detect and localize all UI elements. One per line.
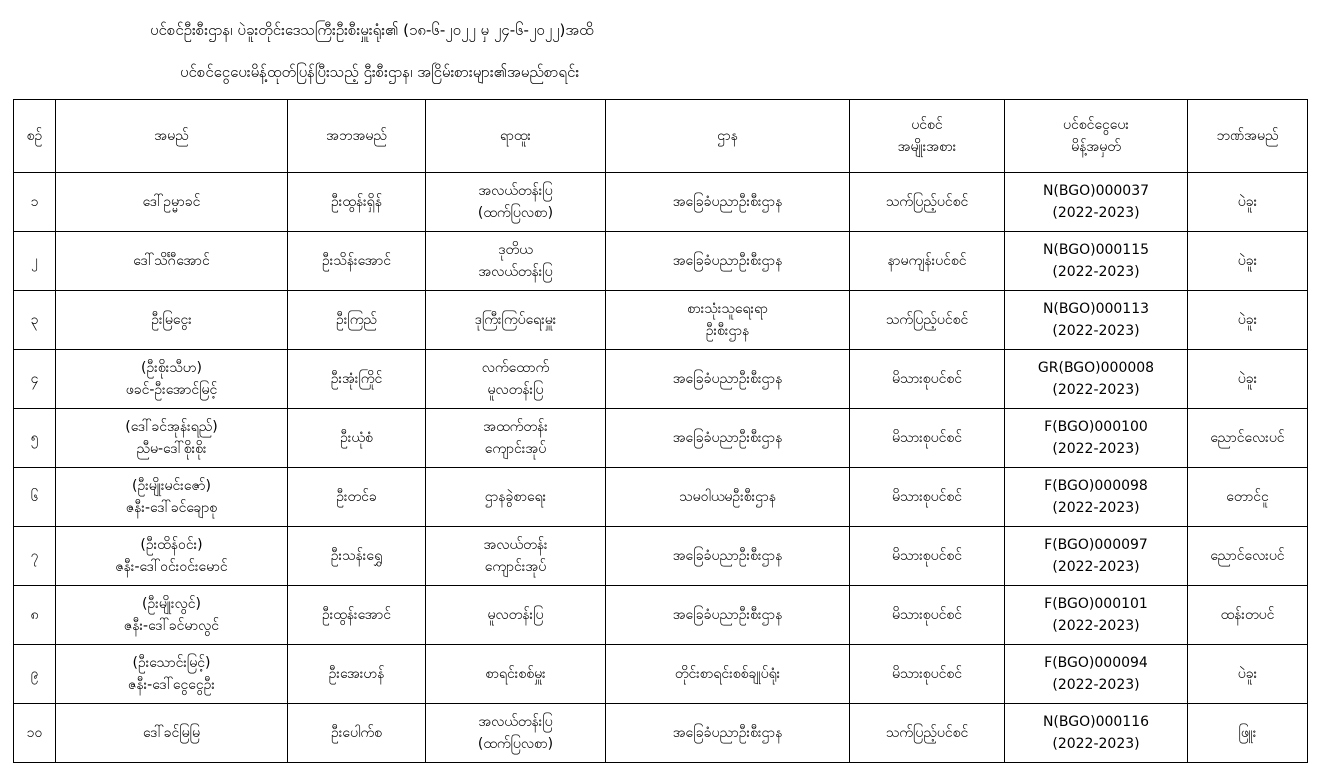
cell-name-line-1: (ဒေါ်ခင်အုန်းရည်) — [125, 419, 218, 435]
cell-serial — [14, 291, 56, 350]
header-row — [14, 100, 1308, 173]
cell-rank — [426, 645, 606, 704]
table-row — [14, 704, 1308, 763]
header-bank-label: ဘဏ်အမည် — [1216, 128, 1279, 144]
cell-serial-text: ၄ — [30, 371, 39, 387]
cell-rank-line-1: ဌာနခွဲစာရေး — [484, 489, 547, 505]
cell-bank-text: ပဲခူး — [1237, 253, 1258, 269]
cell-department — [606, 468, 850, 527]
cell-name-line-2: ဇနီး-ဒေါ်ခင်မာလွင် — [123, 618, 220, 634]
table-row — [14, 350, 1308, 409]
cell-rank-line-1: စာရင်းစစ်မှူး — [485, 666, 546, 682]
cell-father-name-text: ဦးတင်ခ — [336, 489, 377, 505]
cell-pension-type — [850, 527, 1005, 586]
cell-order-number-line-2: (2022-2023) — [1052, 736, 1140, 752]
cell-name-line-2: ဇနီး-ဒေါ်ခင်ချောစု — [125, 500, 218, 516]
cell-department — [606, 409, 850, 468]
cell-serial-text: ၆ — [30, 489, 39, 505]
cell-father-name-text: ဦးသန်းရွှေ — [330, 548, 383, 564]
cell-pension-type — [850, 173, 1005, 232]
cell-bank — [1188, 232, 1308, 291]
cell-bank-text: ဖြူး — [1238, 725, 1257, 741]
cell-pension-type-text: သက်ပြည့်ပင်စင် — [885, 194, 969, 210]
cell-bank — [1188, 704, 1308, 763]
cell-department-line-1: အခြေခံပညာဦးစီးဌာန — [672, 725, 783, 741]
cell-department — [606, 704, 850, 763]
cell-serial-text: ၉ — [30, 666, 39, 682]
cell-order-number — [1005, 232, 1188, 291]
header-pension-type-line-2: အမျိုးအစား — [897, 139, 957, 155]
cell-rank-line-2: (ထက်ပြလစာ) — [477, 205, 554, 221]
cell-bank — [1188, 409, 1308, 468]
cell-pension-type-text: မိသားစုပင်စင် — [891, 666, 963, 682]
cell-pension-type — [850, 586, 1005, 645]
header-serial-label: စဉ် — [26, 128, 43, 144]
cell-department-line-1: အခြေခံပညာဦးစီးဌာန — [672, 548, 783, 564]
header-bank — [1188, 100, 1308, 173]
cell-father-name-text: ဦးအေးဟန် — [328, 666, 385, 682]
cell-pension-type — [850, 645, 1005, 704]
cell-order-number-line-1: GR(BGO)000008 — [1037, 360, 1155, 376]
cell-bank — [1188, 645, 1308, 704]
cell-bank — [1188, 173, 1308, 232]
cell-rank-line-2: (ထက်ပြလစာ) — [477, 736, 554, 752]
cell-order-number — [1005, 350, 1188, 409]
cell-bank-text: ထန်းတပင် — [1220, 607, 1275, 623]
cell-pension-type-text: မိသားစုပင်စင် — [891, 607, 963, 623]
pensioner-table — [13, 99, 1308, 763]
cell-name — [56, 527, 288, 586]
cell-order-number — [1005, 468, 1188, 527]
cell-bank — [1188, 527, 1308, 586]
cell-serial-text: ၃ — [30, 312, 39, 328]
cell-pension-type-text: သက်ပြည့်ပင်စင် — [885, 725, 969, 741]
cell-name — [56, 232, 288, 291]
cell-rank — [426, 468, 606, 527]
cell-father-name — [288, 704, 426, 763]
cell-name-line-1: ဒေါ်ဥမ္မာခင် — [142, 194, 201, 210]
cell-name-line-1: (ဦးစိုးသီဟ) — [141, 360, 202, 376]
cell-order-number-line-1: F(BGO)000098 — [1044, 478, 1148, 494]
cell-department — [606, 527, 850, 586]
cell-order-number-line-2: (2022-2023) — [1052, 205, 1140, 221]
cell-rank-line-1: ဒုကြီးကြပ်ရေးမှူး — [474, 312, 557, 328]
cell-name — [56, 468, 288, 527]
cell-bank-text: ပဲခူး — [1237, 194, 1258, 210]
cell-order-number-line-2: (2022-2023) — [1052, 441, 1140, 457]
header-name-label: အမည် — [154, 128, 189, 144]
cell-bank-text: ပဲခူး — [1237, 666, 1258, 682]
cell-father-name — [288, 173, 426, 232]
cell-bank-text: ပဲခူး — [1237, 371, 1258, 387]
cell-serial — [14, 232, 56, 291]
cell-rank-line-2: မူလတန်းပြ — [487, 382, 544, 398]
header-father-name-label: အဘအမည် — [326, 128, 387, 144]
cell-father-name — [288, 409, 426, 468]
cell-pension-type-text: မိသားစုပင်စင် — [891, 489, 963, 505]
cell-order-number — [1005, 173, 1188, 232]
table-row — [14, 586, 1308, 645]
cell-rank-line-2: ကျောင်းအုပ် — [484, 441, 547, 457]
cell-department — [606, 232, 850, 291]
header-order-number-line-2: မိန့်အမှတ် — [1071, 139, 1121, 155]
cell-serial-text: ၁ — [30, 194, 39, 210]
cell-order-number — [1005, 409, 1188, 468]
cell-bank-text: တောင်ငူ — [1226, 489, 1269, 505]
cell-rank-line-1: အလယ်တန်း — [483, 537, 548, 553]
header-rank-label: ရာထူး — [500, 128, 531, 144]
cell-rank-line-2: အလယ်တန်းပြ — [478, 264, 553, 280]
cell-order-number-line-2: (2022-2023) — [1052, 618, 1140, 634]
cell-order-number-line-2: (2022-2023) — [1052, 264, 1140, 280]
cell-serial — [14, 645, 56, 704]
cell-pension-type-text: မိသားစုပင်စင် — [891, 371, 963, 387]
cell-rank-line-1: အလယ်တန်းပြ — [478, 714, 553, 730]
cell-order-number — [1005, 586, 1188, 645]
cell-order-number-line-1: F(BGO)000097 — [1044, 537, 1148, 553]
cell-order-number-line-1: N(BGO)000113 — [1042, 301, 1150, 317]
header-department — [606, 100, 850, 173]
cell-name-line-1: (ဦးထိန်ဝင်း) — [140, 537, 203, 553]
cell-serial — [14, 173, 56, 232]
cell-serial-text: ၁၀ — [26, 725, 43, 741]
cell-serial — [14, 586, 56, 645]
cell-father-name — [288, 527, 426, 586]
table-row — [14, 173, 1308, 232]
cell-father-name-text: ဦးထွန်းအောင် — [321, 607, 392, 623]
header-pension-type — [850, 100, 1005, 173]
cell-department-line-2: ဦးစီးဌာန — [705, 323, 750, 339]
header-order-number — [1005, 100, 1188, 173]
cell-serial — [14, 350, 56, 409]
cell-rank — [426, 409, 606, 468]
cell-name — [56, 704, 288, 763]
cell-name — [56, 586, 288, 645]
cell-pension-type-text: သက်ပြည့်ပင်စင် — [885, 312, 969, 328]
cell-name-line-1: (ဦးမျိုးလွင်) — [142, 596, 201, 612]
table-row — [14, 232, 1308, 291]
cell-rank — [426, 232, 606, 291]
cell-father-name-text: ဦးအုံးကြိုင် — [330, 371, 383, 387]
cell-pension-type-text: မိသားစုပင်စင် — [891, 548, 963, 564]
cell-department-line-1: အခြေခံပညာဦးစီးဌာန — [672, 607, 783, 623]
cell-rank-line-1: အထက်တန်း — [483, 419, 548, 435]
cell-serial-text: ၅ — [30, 430, 39, 446]
cell-name — [56, 645, 288, 704]
cell-rank — [426, 291, 606, 350]
cell-pension-type — [850, 409, 1005, 468]
cell-rank — [426, 350, 606, 409]
cell-order-number-line-2: (2022-2023) — [1052, 559, 1140, 575]
cell-order-number-line-2: (2022-2023) — [1052, 500, 1140, 516]
cell-pension-type — [850, 291, 1005, 350]
cell-department-line-1: သမဝါယမဦးစီးဌာန — [679, 489, 776, 505]
cell-pension-type-text: မိသားစုပင်စင် — [891, 430, 963, 446]
cell-order-number-line-1: N(BGO)000116 — [1042, 714, 1150, 730]
header-rank — [426, 100, 606, 173]
table-row — [14, 468, 1308, 527]
cell-pension-type — [850, 350, 1005, 409]
cell-rank-line-1: မူလတန်းပြ — [487, 607, 544, 623]
cell-father-name-text: ဦးသိန်းအောင် — [321, 253, 392, 269]
table-body — [14, 173, 1308, 763]
cell-order-number-line-2: (2022-2023) — [1052, 382, 1140, 398]
header-pension-type-line-1: ပင်စင် — [911, 117, 943, 133]
cell-department-line-1: အခြေခံပညာဦးစီးဌာန — [672, 253, 783, 269]
cell-order-number-line-2: (2022-2023) — [1052, 323, 1140, 339]
cell-name — [56, 173, 288, 232]
cell-father-name — [288, 291, 426, 350]
cell-department — [606, 586, 850, 645]
cell-serial — [14, 468, 56, 527]
cell-department-line-1: တိုင်းစာရင်းစစ်ချုပ်ရုံး — [674, 666, 781, 682]
table-row — [14, 409, 1308, 468]
cell-bank — [1188, 586, 1308, 645]
cell-bank — [1188, 350, 1308, 409]
cell-father-name — [288, 645, 426, 704]
cell-father-name-text: ဦးပေါက်စ — [331, 725, 382, 741]
cell-bank-text: ညောင်လေးပင် — [1210, 430, 1285, 446]
cell-rank-line-1: အလယ်တန်းပြ — [478, 183, 553, 199]
cell-name — [56, 291, 288, 350]
cell-department-line-1: အခြေခံပညာဦးစီးဌာန — [672, 194, 783, 210]
cell-father-name-text: ဦးထွန်းရှိန် — [331, 194, 382, 210]
cell-name-line-2: ဇနီး-ဒေါ်ဝင်းဝင်းမောင် — [115, 559, 228, 575]
cell-bank — [1188, 468, 1308, 527]
header-father-name — [288, 100, 426, 173]
cell-department-line-1: စားသုံးသူရေးရာ — [687, 301, 768, 317]
cell-rank — [426, 704, 606, 763]
cell-order-number-line-1: F(BGO)000100 — [1044, 419, 1148, 435]
cell-rank — [426, 173, 606, 232]
cell-name-line-2: ဇနီး-ဒေါ်ငွေငွေဦး — [128, 677, 215, 693]
cell-serial — [14, 409, 56, 468]
cell-pension-type — [850, 704, 1005, 763]
table-row — [14, 645, 1308, 704]
cell-bank-text: ပဲခူး — [1237, 312, 1258, 328]
cell-serial — [14, 704, 56, 763]
cell-order-number-line-1: F(BGO)000101 — [1044, 596, 1148, 612]
cell-order-number — [1005, 645, 1188, 704]
cell-department — [606, 173, 850, 232]
cell-father-name — [288, 468, 426, 527]
cell-serial-text: ၈ — [30, 607, 39, 623]
document-title-line-2: ပင်စင်ငွေပေးမိန့်ထုတ်ပြန်ပြီးသည့် ဌီးစီးဌာန၊ အငြိမ်းစားများ၏အမည်စာရင်း — [180, 63, 580, 81]
cell-serial-text: ၂ — [31, 253, 38, 269]
cell-father-name-text: ဦးယုံစံ — [340, 430, 373, 446]
cell-rank — [426, 586, 606, 645]
cell-name — [56, 409, 288, 468]
cell-bank — [1188, 291, 1308, 350]
cell-rank-line-1: လက်ထောက် — [481, 360, 550, 376]
cell-department-line-1: အခြေခံပညာဦးစီးဌာန — [672, 371, 783, 387]
cell-serial-text: ၇ — [30, 548, 39, 564]
cell-order-number — [1005, 527, 1188, 586]
cell-order-number-line-1: F(BGO)000094 — [1044, 655, 1148, 671]
cell-order-number — [1005, 704, 1188, 763]
cell-name — [56, 350, 288, 409]
cell-rank — [426, 527, 606, 586]
cell-department — [606, 350, 850, 409]
cell-department — [606, 291, 850, 350]
cell-order-number-line-2: (2022-2023) — [1052, 677, 1140, 693]
cell-department — [606, 645, 850, 704]
cell-name-line-1: ဒေါ်ခင်မြမြ — [142, 725, 200, 741]
table-row — [14, 291, 1308, 350]
cell-order-number-line-1: N(BGO)000115 — [1042, 242, 1150, 258]
cell-serial — [14, 527, 56, 586]
cell-order-number — [1005, 291, 1188, 350]
cell-name-line-2: ညီမ-ဒေါ်စိုးစိုး — [136, 441, 207, 457]
cell-rank-line-2: ကျောင်းအုပ် — [484, 559, 547, 575]
cell-order-number-line-1: N(BGO)000037 — [1042, 183, 1150, 199]
header-order-number-line-1: ပင်စင်ငွေပေး — [1063, 117, 1129, 133]
document-title-line-1: ပင်စင်ဦးစီးဌာန၊ ပဲခူးတိုင်းဒေသကြီးဦးစီးမှူးရုံး၏ (၁၈-၆-၂၀၂၂ မှ ၂၄-၆-၂၀၂၂)အထိ — [150, 21, 594, 39]
cell-father-name — [288, 350, 426, 409]
cell-name-line-1: (ဦးမျိုးမင်းဇော်) — [131, 478, 212, 494]
table-row — [14, 527, 1308, 586]
cell-name-line-1: ဦးမြငွေး — [151, 312, 192, 328]
header-name — [56, 100, 288, 173]
cell-father-name — [288, 232, 426, 291]
header-department-label: ဌာန — [717, 128, 738, 144]
cell-bank-text: ညောင်လေးပင် — [1210, 548, 1285, 564]
cell-department-line-1: အခြေခံပညာဦးစီးဌာန — [672, 430, 783, 446]
cell-rank-line-1: ဒုတိယ — [498, 242, 533, 258]
table-header — [14, 100, 1308, 173]
cell-name-line-2: ဖခင်-ဦးအောင်မြင့် — [125, 382, 218, 398]
cell-pension-type — [850, 232, 1005, 291]
cell-name-line-1: ဒေါ်သိင်္ဂီအောင် — [133, 253, 210, 269]
cell-father-name-text: ဦးကြည် — [336, 312, 377, 328]
header-serial — [14, 100, 56, 173]
cell-name-line-1: (ဦးသောင်းမြင့်) — [132, 655, 211, 671]
cell-pension-type — [850, 468, 1005, 527]
cell-pension-type-text: နာမကျန်းပင်စင် — [887, 253, 967, 269]
cell-father-name — [288, 586, 426, 645]
